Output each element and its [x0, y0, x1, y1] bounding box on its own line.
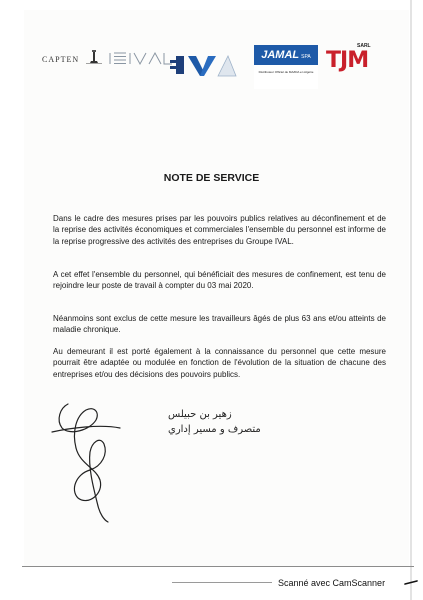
paragraph-4: Au demeurant il est porté également à la connaissance du personnel que cette mesure pourrait être adaptée ou modulée en fonction de l'évolution de la situation de chacune des entreprises et/ou des décisions des pouvoirs publics. — [53, 347, 386, 379]
jamal-tagline: Distributeur Officiel de MAZDA en Algérie — [258, 70, 314, 74]
tjm-prefix: SARL — [357, 43, 371, 49]
camscanner-watermark: Scanné avec CamScanner — [278, 578, 386, 588]
paragraph-1: Dans le cadre des mesures prises par les pouvoirs publics relatives au déconfinement et de la reprise des activités économiques et commerciales l'ensemble du personnel est informe de la reprise progressive des activités des entreprises du Groupe IVAL. — [53, 214, 386, 246]
pen-mark-icon — [404, 579, 418, 586]
document-title: NOTE DE SERVICE — [163, 172, 260, 184]
capten-logo: CAPTEN — [42, 55, 80, 64]
paper-edge — [410, 0, 412, 600]
paper-bottom-edge — [22, 566, 414, 567]
signatory-name: زهير بن حبيلس — [168, 409, 232, 420]
jamal-suffix: SPA — [301, 54, 311, 60]
signatory-role: متصرف و مسير إداري — [168, 424, 261, 435]
divider — [172, 582, 272, 583]
signature-icon — [50, 398, 135, 526]
paragraph-3: Néanmoins sont exclus de cette mesure les travailleurs âgés de plus 63 ans et/ou atteints de maladie chronique. — [53, 314, 386, 335]
jamal-logo — [254, 45, 318, 89]
tjm-logo: TJM — [326, 48, 369, 73]
iva-logo — [170, 54, 246, 78]
lighthouse-icon — [86, 50, 102, 64]
jamal-name: JAMAL — [261, 49, 300, 61]
paragraph-2: A cet effet l'ensemble du personnel, qui bénéficiait des mesures de confinement, est tenu de rejoindre leur poste de travail à compter du 03 mai 2020. — [53, 270, 386, 291]
